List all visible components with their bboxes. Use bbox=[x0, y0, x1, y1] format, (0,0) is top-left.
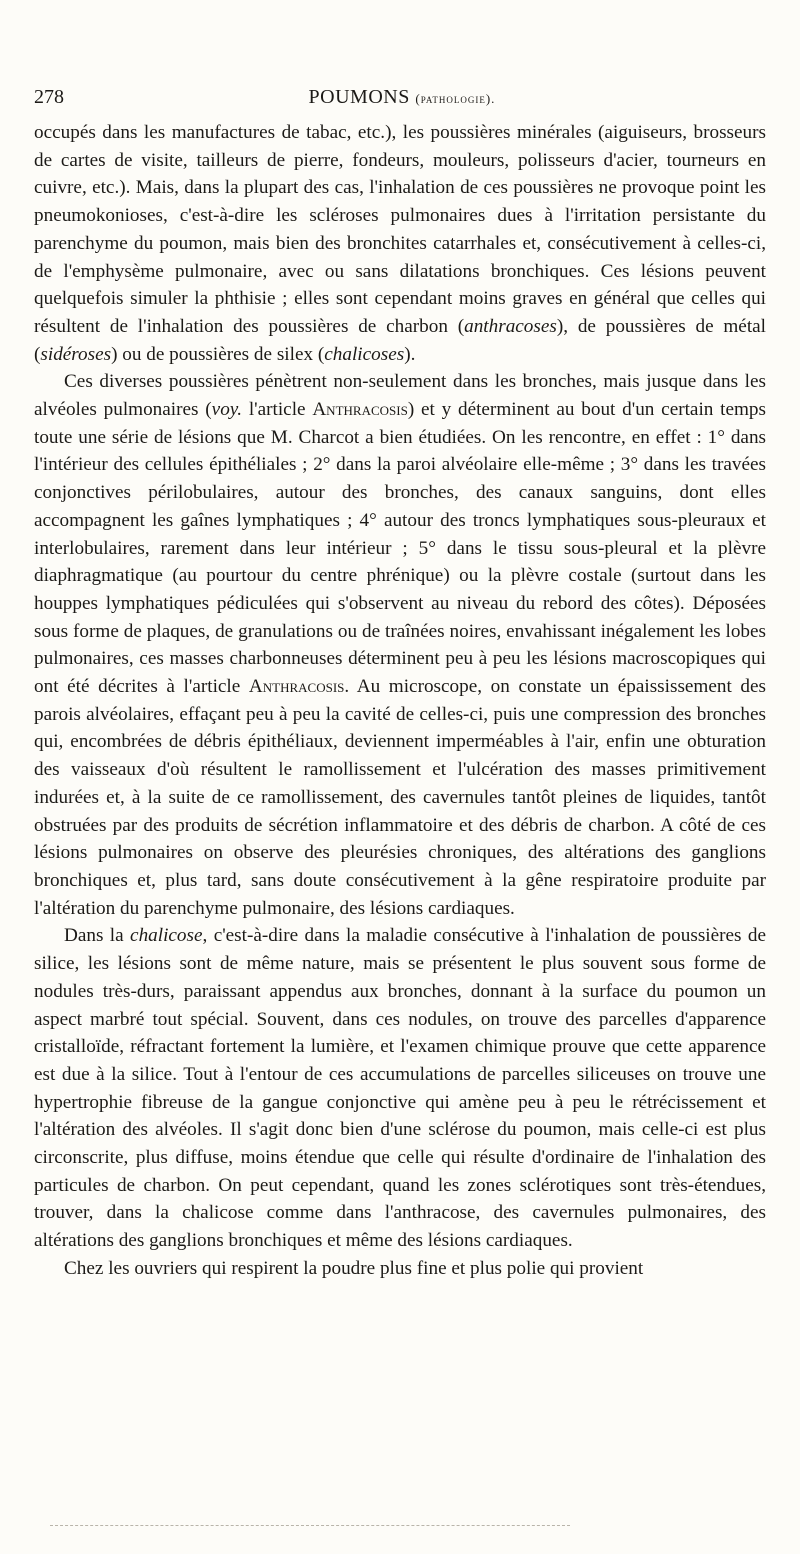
italic-term: sidéroses bbox=[40, 343, 112, 365]
text-run: ). bbox=[404, 343, 416, 365]
text-run: ), de poussières de métal ( bbox=[34, 315, 766, 365]
page-body bbox=[34, 119, 766, 1283]
running-head bbox=[34, 86, 770, 109]
text-run: ) et y déterminent au bout d'un certain temps toute une série de lésions que M. Charcot a bien étudiées. On les rencontre, en effet : 1° dans l'intérieur des cellules épithéliales ; 2° dans la paroi alvéolaire elle-même ; 3° dans les travées conjonctives périlobulaires, autour des bronches, des canaux sanguins, dont elles accompagnent les gaînes lymphatiques ; 4° autour des troncs lymphatiques sous-pleuraux et interlobulaires, rarement dans leur intérieur ; 5° dans le tissu sous-pleural et la plèvre diaphragmatique (au pourtour du centre phrénique) ou la plèvre costale (surtout dans les houppes lymphatiques pédiculées qui s'observent au niveau du rebord des côtes). Déposées sous forme de plaques, de granulations ou de traînées noires, envahissant inégalement les lobes pulmonaires, ces masses charbonneuses déterminent peu à peu les lésions macroscopiques qui ont été décrites à l'article bbox=[34, 399, 766, 698]
cross-reference: Anthracosis bbox=[312, 399, 408, 421]
italic-term: anthracoses bbox=[464, 315, 557, 337]
italic-term: voy. bbox=[211, 399, 243, 421]
paragraph bbox=[34, 1255, 766, 1283]
running-subtitle: (pathologie). bbox=[415, 91, 496, 106]
italic-term: chalicose bbox=[130, 925, 203, 947]
page-number: 278 bbox=[34, 86, 64, 108]
paragraph bbox=[34, 368, 766, 922]
text-run: Chez les ouvriers qui respirent la poudre plus fine et plus polie qui provient bbox=[64, 1257, 644, 1279]
text-run: l'article bbox=[242, 399, 313, 421]
italic-term: chalicoses bbox=[324, 343, 405, 365]
cross-reference: Anthracosis bbox=[248, 676, 345, 698]
page-header bbox=[34, 86, 770, 116]
text-run: occupés dans les manufactures de tabac, etc.), les poussières minérales (aiguiseurs, brosseurs de cartes de visite, tailleurs de pierre, fondeurs, mouleurs, polisseurs d'acier, tourneurs en cuivre, etc.). Mais, dans la plupart des cas, l'inhalation de ces poussières ne provoque point les pneumokonioses, c'est-à-dire les scléroses pulmonaires dues à l'irritation persistante du parenchyme du poumon, mais bien des bronchites catarrhales et, consécutivement à celles-ci, de l'emphysème pulmonaire, avec ou sans dilatations bronchiques. Ces lésions peuvent quelquefois simuler la phthisie ; elles sont cependant moins graves en général que celles qui résultent de l'inhalation des poussières de charbon ( bbox=[34, 122, 766, 337]
text-run: ) ou de poussières de silex ( bbox=[111, 343, 325, 365]
paragraph bbox=[34, 922, 766, 1254]
running-title: POUMONS bbox=[308, 86, 410, 108]
text-run: , c'est-à-dire dans la maladie consécutive à l'inhalation de poussières de silice, les lésions sont de même nature, mais se présentent le plus souvent sous forme de nodules très-durs, paraissant appendus aux bronches, donnant à la surface du poumon un aspect marbré tout spécial. Souvent, dans ces nodules, on trouve des parcelles d'apparence cristalloïde, réfractant fortement la lumière, et l'examen chimique prouve que cette apparence est due à la silice. Tout à l'entour de ces accumulations de parcelles siliceuses on trouve une hypertrophie fibreuse de la gangue conjonctive qui amène peu à peu le rétrécissement et l'altération des alvéoles. Il s'agit donc bien d'une sclérose du poumon, mais celle-ci est plus circonscrite, plus diffuse, moins étendue que celle qui résulte d'ordinaire de l'inhalation des particules de charbon. On peut cependant, quand les zones sclérotiques sont très-étendues, trouver, dans la chalicose comme dans l'anthracose, des cavernules pulmonaires, des altérations des ganglions bronchiques et même des lésions cardiaques. bbox=[34, 925, 767, 1252]
text-run: Ces diverses poussières pénètrent non-seulement dans les bronches, mais jusque dans les alvéoles pulmonaires ( bbox=[34, 371, 766, 421]
paragraph bbox=[34, 119, 766, 368]
text-run: . Au microscope, on constate un épaississement des parois alvéolaires, effaçant peu à peu la cavité de celles-ci, puis une compression des bronches qui, encombrées de débris épithéliaux, deviennent imperméables à l'air, enfin une obturation des vaisseaux d'où résultent le ramollissement et l'ulcération des masses primitivement indurées et, à la suite de ce ramollissement, des cavernules tantôt pleines de liquides, tantôt obstruées par des produits de sécrétion inflammatoire et des débris de charbon. A côté de ces lésions pulmonaires on observe des pleurésies chroniques, des altérations des ganglions bronchiques et, plus tard, sans doute consécutivement à la gêne respiratoire produite par l'altération du parenchyme pulmonaire, des lésions cardiaques. bbox=[34, 676, 766, 919]
footer-rule bbox=[50, 1525, 570, 1526]
text-run: Dans la bbox=[64, 925, 131, 947]
